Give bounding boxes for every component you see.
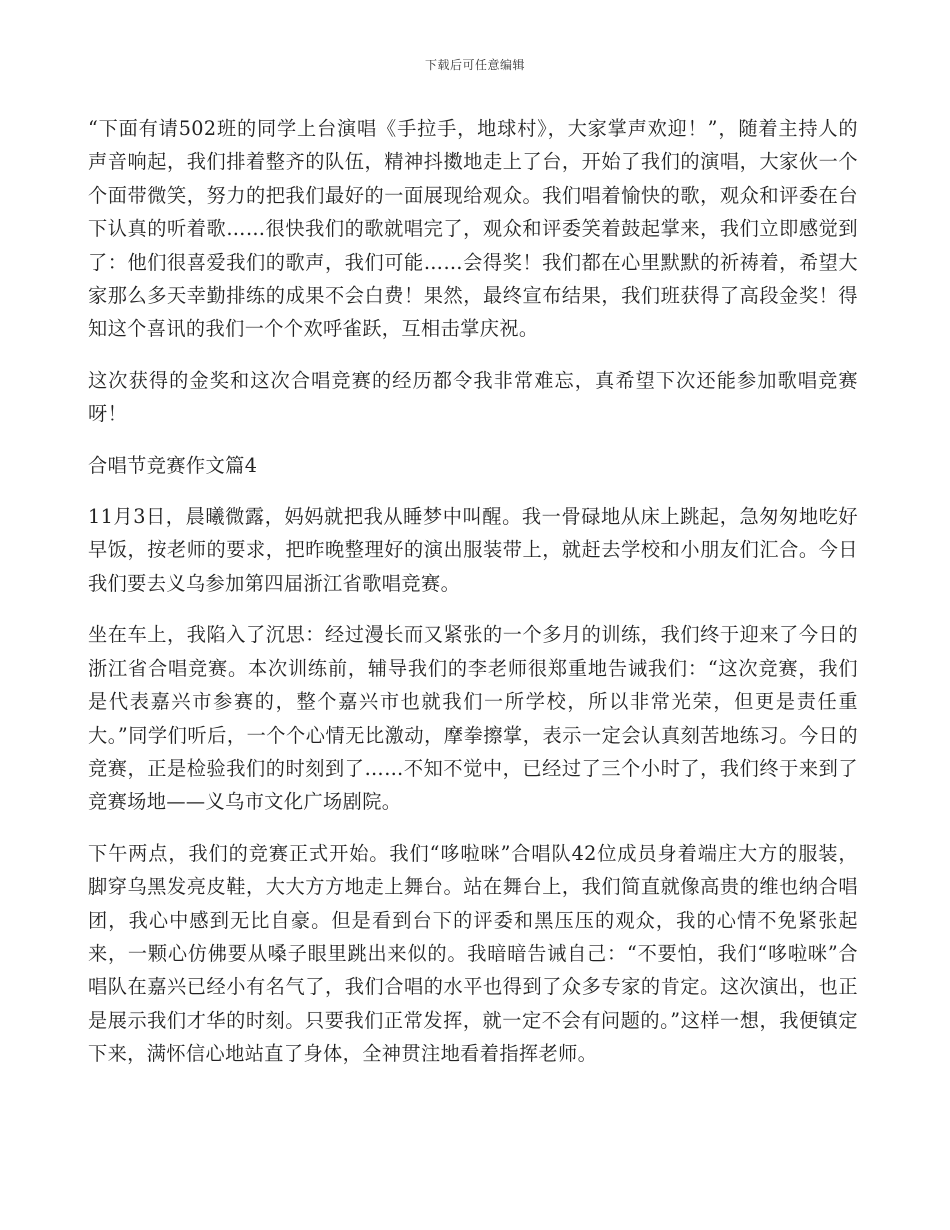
paragraph-morning: 11月3日，晨曦微露，妈妈就把我从睡梦中叫醒。我一骨碌地从床上跳起，急匆匆地吃好早饭，按老师的要求，把昨晚整理好的演出服装带上，就赶去学校和小朋友们汇合。今日我们要去义乌参加第四届浙江省歌唱竞赛。 <box>88 505 858 595</box>
paragraph-conclusion: 这次获得的金奖和这次合唱竞赛的经历都令我非常难忘，真希望下次还能参加歌唱竞赛呀！ <box>88 368 858 426</box>
paragraph-bus-ride: 坐在车上，我陷入了沉思：经过漫长而又紧张的一个多月的训练，我们终于迎来了今日的浙江省合唱竞赛。本次训练前，辅导我们的李老师很郑重地告诫我们：“这次竞赛，我们是代表嘉兴市参赛的，整个嘉兴市也就我们一所学校，所以非常光荣，但更是责任重大。”同学们听后，一个个心情无比激动，摩拳擦掌，表示一定会认真刻苦地练习。今日的竞赛，正是检验我们的时刻到了……不知不觉中，已经过了三个小时了，我们终于来到了竞赛场地——义乌市文化广场剧院。 <box>88 623 858 814</box>
document-body <box>88 112 858 1089</box>
section-title: 合唱节竞赛作文篇4 <box>88 453 258 477</box>
page-header: 下载后可任意编辑 <box>424 58 525 72</box>
paragraph-competition: 下午两点，我们的竞赛正式开始。我们“哆啦咪”合唱队42位成员身着端庄大方的服装，脚穿乌黑发亮皮鞋，大大方方地走上舞台。站在舞台上，我们简直就像高贵的维也纳合唱团，我心中感到无比自豪。但是看到台下的评委和黑压压的观众，我的心情不免紧张起来，一颗心仿佛要从嗓子眼里跳出来似的。我暗暗告诫自己：“不要怕，我们“哆啦咪”合唱队在嘉兴已经小有名气了，我们合唱的水平也得到了众多专家的肯定。这次演出，也正是展示我们才华的时刻。只要我们正常发挥，就一定不会有问题的。”这样一想，我便镇定下来，满怀信心地站直了身体，全神贯注地看着指挥老师。 <box>88 841 858 1066</box>
paragraph-performance: “下面有请502班的同学上台演唱《手拉手，地球村》，大家掌声欢迎！”，随着主持人的声音响起，我们排着整齐的队伍，精神抖擞地走上了台，开始了我们的演唱，大家伙一个个面带微笑，努力的把我们最好的一面展现给观众。我们唱着愉快的歌，观众和评委在台下认真的听着歌……很快我们的歌就唱完了，观众和评委笑着鼓起掌来，我们立即感觉到了：他们很喜爱我们的歌声，我们可能……会得奖！我们都在心里默默的祈祷着，希望大家那么多天幸勤排练的成果不会白费！果然，最终宣布结果，我们班获得了高段金奖！得知这个喜讯的我们一个个欢呼雀跃，互相击掌庆祝。 <box>88 117 858 341</box>
